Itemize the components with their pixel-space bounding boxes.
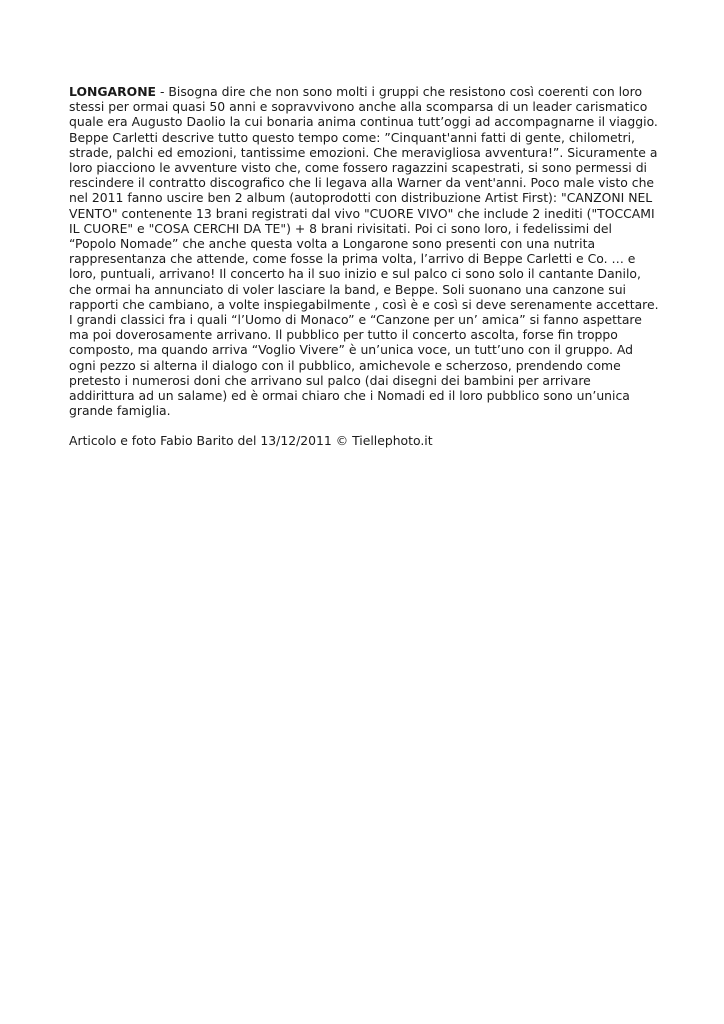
article-body-text: Bisogna dire che non sono molti i gruppi che resistono così coerenti con loro stessi per ormai quasi 50 anni e sopravvivono anche alla scomparsa di un leader carismatico quale era Augusto Daolio la cui bonaria anima continua tutt’oggi ad accompagnarne il viaggio. Beppe Carletti descrive tutto questo tempo come: ”Cinquant'anni fatti di gente, chilometri, strade, palchi ed emozioni, tantissime emozioni. Che meravigliosa avventura!”. Sicuramente a loro piacciono le avventure visto che, come fossero ragazzini scapestrati, si sono permessi di rescindere il contratto discografico che li legava alla Warner da vent'anni. Poco male visto che nel 2011 fanno uscire ben 2 album (autoprodotti con distribuzione Artist First): "CANZONI NEL VENTO" contenente 13 brani registrati dal vivo "CUORE VIVO" che include 2 inediti ("TOCCAMI IL CUORE" e "COSA CERCHI DA TE") + 8 brani rivisitati. Poi ci sono loro, i fedelissimi del “Popolo Nomade” che anche questa volta a Longarone sono presenti con una nutrita rappresentanza che attende, come fosse la prima volta, l’arrivo di Beppe Carletti e Co. … e loro, puntuali, arrivano! Il concerto ha il suo inizio e sul palco ci sono solo il cantante Danilo, che ormai ha annunciato di voler lasciare la band, e Beppe. Soli suonano una canzone sui rapporti che cambiano, a volte inspiegabilmente , così è e così si deve serenamente accettare. I grandi classici fra i quali “l’Uomo di Monaco” e “Canzone per un’ amica” si fanno aspettare ma poi doverosamente arrivano. Il pubblico per tutto il concerto ascolta, forse fin troppo composto, ma quando arriva “Voglio Vivere” è un’unica voce, un tutt’uno con il gruppo. Ad ogni pezzo si alterna il dialogo con il pubblico, amichevole e scherzoso, prendendo come pretesto i numerosi doni che arrivano sul palco (dai disegni dei bambini per arrivare addirittura ad un salame) ed è ormai chiaro che i Nomadi ed il loro pubblico sono un’unica grande famiglia. xyxy=(69,84,659,419)
dateline-separator: - xyxy=(156,84,169,99)
article-credit: Articolo e foto Fabio Barito del 13/12/2011 © Tiellephoto.it xyxy=(69,433,433,449)
article-dateline: LONGARONE xyxy=(69,84,157,99)
article-body-paragraph xyxy=(69,84,659,418)
article xyxy=(69,84,659,449)
